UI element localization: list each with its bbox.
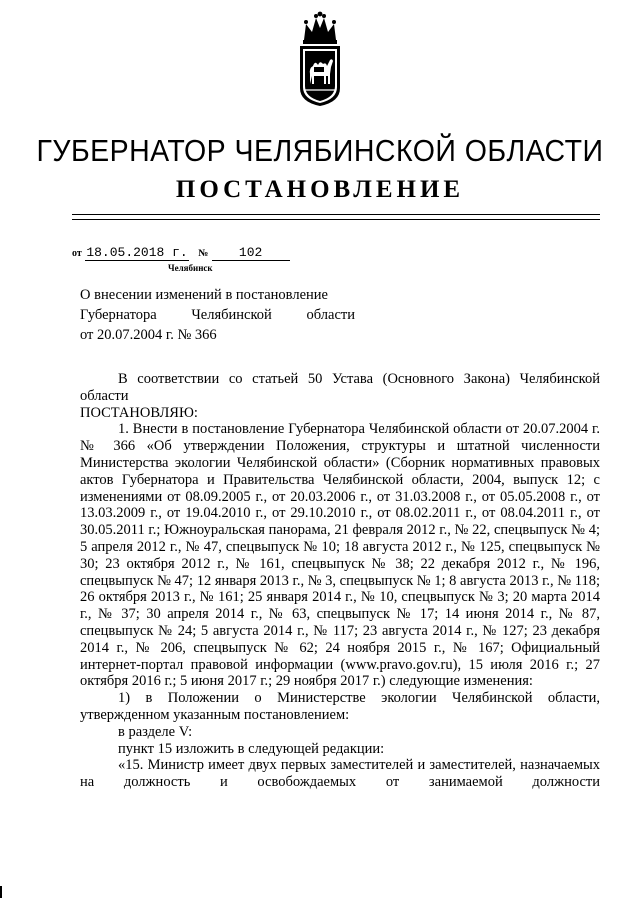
city-label: Челябинск (168, 263, 213, 273)
decree-number: 102 (212, 245, 290, 261)
resolve-heading: ПОСТАНОВЛЯЮ: (80, 404, 198, 421)
subject-line-2: Губернатора Челябинской области (80, 307, 355, 323)
document-type: ПОСТАНОВЛЕНИЕ (175, 176, 465, 203)
number-label: № (198, 248, 209, 259)
decree-body (80, 371, 600, 791)
subitem-1-paragraph: 1) в Положении о Министерстве экологии Челябинской области, утвержденном указанным постановлением: (80, 690, 600, 723)
date-label: от (72, 248, 82, 259)
header-rule-thin (72, 219, 600, 220)
preamble-paragraph: В соответствии со статьей 50 Устава (Основного Закона) Челябинской области (80, 371, 600, 404)
quoted-paragraph: «15. Министр имеет двух первых заместителей и заместителей, назначаемых на должность и освобождаемых от занимаемой должности (80, 757, 600, 791)
decree-subject (80, 285, 355, 345)
decree-date: 18.05.2018 г. (86, 245, 188, 260)
point-line: пункт 15 изложить в следующей редакции: (118, 740, 385, 757)
coat-of-arms-icon (292, 10, 348, 110)
section-line: в разделе V: (118, 723, 193, 740)
authority-title: ГУБЕРНАТОР ЧЕЛЯБИНСКОЙ ОБЛАСТИ (36, 133, 604, 168)
scan-edge-mark (0, 886, 2, 898)
header-rule (72, 214, 600, 215)
subject-line-1: О внесении изменений в постановление (80, 287, 328, 303)
item-1-paragraph: 1. Внести в постановление Губернатора Челябинской области от 20.07.2004 г. № 366 «Об утверждении Положения, структуры и штатной численности Министерства экологии Челябинской области» (Сборник нормативных правовых актов Губернатора и Правительства Челябинской области, 2004, выпуск 12; с изменениями от 08.09.2005 г., от 20.03.2006 г., от 31.03.2008 г., от 05.05.2008 г., от 13.03.2009 г., от 19.04.2010 г., от 29.10.2010 г., от 08.02.2011 г., от 08.04.2011 г., от 30.05.2011 г.; Южноуральская панорама, 21 февраля 2012 г., № 22, спецвыпуск № 4; 5 апреля 2012 г., № 47, спецвыпуск № 10; 18 августа 2012 г., № 125, спецвыпуск № 30; 23 октября 2012 г., № 161, спецвыпуск № 38; 22 декабря 2012 г., № 196, спецвыпуск № 47; 12 января 2013 г., № 3, спецвыпуск № 1; 8 августа 2013 г., № 118; 26 октября 2013 г., № 161; 25 января 2014 г., № 10, спецвыпуск № 3; 20 марта 2014 г., № 37; 30 апреля 2014 г., № 63, спецвыпуск № 17; 14 июня 2014 г., № 87, спецвыпуск № 24; 5 августа 2014 г., № 117; 23 августа 2014 г., № 127; 23 декабря 2014 г., № 206, спецвыпуск № 62; 24 ноября 2015 г., № 167; Официальный интернет-портал правовой информации (www.pravo.gov.ru), 15 июля 2016 г.; 27 октября 2016 г.; 5 июня 2017 г.; 29 ноября 2017 г.) следующие изменения: (80, 421, 601, 690)
decree-meta (72, 244, 290, 261)
subject-line-3: от 20.07.2004 г. № 366 (80, 327, 217, 343)
